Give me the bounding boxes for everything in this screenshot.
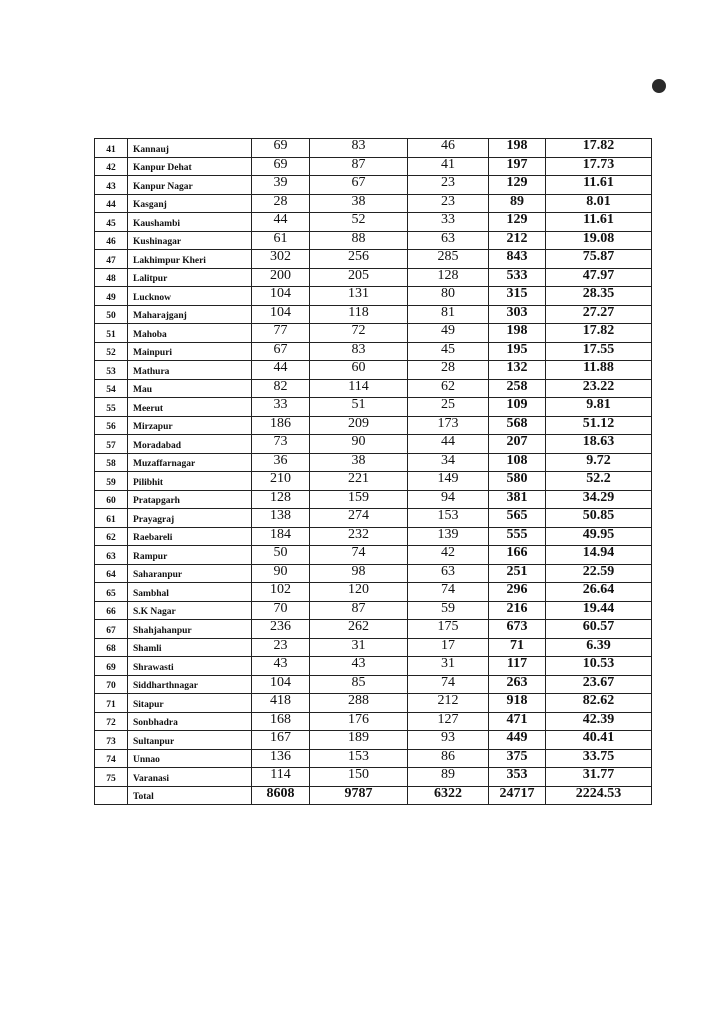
serial-cell: 73: [95, 731, 128, 750]
col-a-cell: 236: [252, 620, 310, 639]
table-row: [95, 472, 652, 491]
row-total-cell: 580: [489, 472, 546, 491]
table-row: [95, 546, 652, 565]
row-total-cell: 353: [489, 768, 546, 787]
row-total-cell: 108: [489, 453, 546, 472]
col-b-cell: 98: [310, 564, 408, 583]
pct-cell: 23.22: [546, 379, 652, 398]
col-b-cell: 256: [310, 250, 408, 269]
district-cell: Raebareli: [128, 527, 252, 546]
col-a-cell: 184: [252, 527, 310, 546]
district-cell: Mau: [128, 379, 252, 398]
col-b-cell: 38: [310, 453, 408, 472]
col-b-cell: 150: [310, 768, 408, 787]
table-row: [95, 176, 652, 195]
pct-cell: 52.2: [546, 472, 652, 491]
pct-cell: 11.61: [546, 176, 652, 195]
col-b-cell: 189: [310, 731, 408, 750]
col-a-cell: 23: [252, 638, 310, 657]
col-c-cell: 17: [408, 638, 489, 657]
row-total-cell: 381: [489, 490, 546, 509]
serial-cell: 42: [95, 157, 128, 176]
serial-cell: 51: [95, 324, 128, 343]
col-b-cell: 114: [310, 379, 408, 398]
district-cell: Shrawasti: [128, 657, 252, 676]
col-a-cell: 69: [252, 157, 310, 176]
col-b-cell: 72: [310, 324, 408, 343]
col-c-cell: 86: [408, 749, 489, 768]
table-row: [95, 157, 652, 176]
table-row: [95, 435, 652, 454]
row-total-cell: 129: [489, 176, 546, 195]
district-cell: Shamli: [128, 638, 252, 657]
col-c-cell: 175: [408, 620, 489, 639]
table-row: [95, 231, 652, 250]
district-cell: Shahjahanpur: [128, 620, 252, 639]
district-cell: Kanpur Dehat: [128, 157, 252, 176]
pct-cell: 18.63: [546, 435, 652, 454]
table-row: [95, 749, 652, 768]
col-a-cell: 167: [252, 731, 310, 750]
col-b-cell: 159: [310, 490, 408, 509]
pct-cell: 10.53: [546, 657, 652, 676]
pct-cell: 42.39: [546, 712, 652, 731]
col-b-cell: 83: [310, 342, 408, 361]
col-a-cell: 200: [252, 268, 310, 287]
col-b-cell: 52: [310, 213, 408, 232]
total-col-b-cell: 9787: [310, 786, 408, 805]
serial-cell: 61: [95, 509, 128, 528]
pct-cell: 26.64: [546, 583, 652, 602]
district-cell: Lakhimpur Kheri: [128, 250, 252, 269]
col-c-cell: 34: [408, 453, 489, 472]
col-c-cell: 89: [408, 768, 489, 787]
col-c-cell: 63: [408, 231, 489, 250]
serial-cell: 65: [95, 583, 128, 602]
col-a-cell: 136: [252, 749, 310, 768]
row-total-cell: 471: [489, 712, 546, 731]
row-total-cell: 166: [489, 546, 546, 565]
serial-cell: 59: [95, 472, 128, 491]
serial-cell: 64: [95, 564, 128, 583]
punch-hole-mark: [652, 79, 666, 93]
table-row: [95, 583, 652, 602]
district-cell: Kasganj: [128, 194, 252, 213]
col-c-cell: 23: [408, 194, 489, 213]
serial-cell: 67: [95, 620, 128, 639]
col-b-cell: 85: [310, 675, 408, 694]
serial-cell: 60: [95, 490, 128, 509]
district-cell: Siddharthnagar: [128, 675, 252, 694]
col-c-cell: 42: [408, 546, 489, 565]
district-cell: Kannauj: [128, 139, 252, 158]
col-a-cell: 186: [252, 416, 310, 435]
district-cell: Rampur: [128, 546, 252, 565]
district-cell: Prayagraj: [128, 509, 252, 528]
col-c-cell: 153: [408, 509, 489, 528]
col-c-cell: 81: [408, 305, 489, 324]
row-total-cell: 673: [489, 620, 546, 639]
pct-cell: 14.94: [546, 546, 652, 565]
row-total-cell: 109: [489, 398, 546, 417]
table-row: [95, 768, 652, 787]
pct-cell: 6.39: [546, 638, 652, 657]
row-total-cell: 89: [489, 194, 546, 213]
row-total-cell: 568: [489, 416, 546, 435]
col-a-cell: 67: [252, 342, 310, 361]
row-total-cell: 129: [489, 213, 546, 232]
col-b-cell: 205: [310, 268, 408, 287]
district-cell: Sonbhadra: [128, 712, 252, 731]
row-total-cell: 303: [489, 305, 546, 324]
table-row: [95, 342, 652, 361]
serial-cell: 75: [95, 768, 128, 787]
pct-cell: 33.75: [546, 749, 652, 768]
row-total-cell: 216: [489, 601, 546, 620]
col-c-cell: 173: [408, 416, 489, 435]
district-cell: S.K Nagar: [128, 601, 252, 620]
total-serial-cell: [95, 786, 128, 805]
district-cell: Kaushambi: [128, 213, 252, 232]
col-b-cell: 262: [310, 620, 408, 639]
row-total-cell: 258: [489, 379, 546, 398]
col-b-cell: 274: [310, 509, 408, 528]
row-total-cell: 71: [489, 638, 546, 657]
district-cell: Mainpuri: [128, 342, 252, 361]
serial-cell: 53: [95, 361, 128, 380]
row-total-cell: 565: [489, 509, 546, 528]
col-c-cell: 127: [408, 712, 489, 731]
serial-cell: 68: [95, 638, 128, 657]
pct-cell: 50.85: [546, 509, 652, 528]
col-b-cell: 90: [310, 435, 408, 454]
col-b-cell: 87: [310, 601, 408, 620]
district-cell: Pratapgarh: [128, 490, 252, 509]
serial-cell: 74: [95, 749, 128, 768]
col-b-cell: 88: [310, 231, 408, 250]
col-b-cell: 176: [310, 712, 408, 731]
col-a-cell: 61: [252, 231, 310, 250]
col-a-cell: 90: [252, 564, 310, 583]
serial-cell: 43: [95, 176, 128, 195]
col-c-cell: 74: [408, 583, 489, 602]
col-a-cell: 73: [252, 435, 310, 454]
row-total-cell: 843: [489, 250, 546, 269]
col-a-cell: 69: [252, 139, 310, 158]
col-c-cell: 93: [408, 731, 489, 750]
row-total-cell: 375: [489, 749, 546, 768]
pct-cell: 28.35: [546, 287, 652, 306]
col-b-cell: 74: [310, 546, 408, 565]
row-total-cell: 315: [489, 287, 546, 306]
col-c-cell: 128: [408, 268, 489, 287]
col-c-cell: 44: [408, 435, 489, 454]
row-total-cell: 198: [489, 324, 546, 343]
pct-cell: 17.82: [546, 324, 652, 343]
serial-cell: 52: [95, 342, 128, 361]
col-a-cell: 104: [252, 287, 310, 306]
col-a-cell: 43: [252, 657, 310, 676]
district-cell: Kushinagar: [128, 231, 252, 250]
serial-cell: 66: [95, 601, 128, 620]
col-a-cell: 77: [252, 324, 310, 343]
col-a-cell: 33: [252, 398, 310, 417]
table-row: [95, 694, 652, 713]
total-col-c-cell: 6322: [408, 786, 489, 805]
row-total-cell: 212: [489, 231, 546, 250]
serial-cell: 41: [95, 139, 128, 158]
col-b-cell: 118: [310, 305, 408, 324]
col-c-cell: 139: [408, 527, 489, 546]
col-a-cell: 138: [252, 509, 310, 528]
col-b-cell: 120: [310, 583, 408, 602]
serial-cell: 57: [95, 435, 128, 454]
serial-cell: 54: [95, 379, 128, 398]
col-b-cell: 87: [310, 157, 408, 176]
pct-cell: 17.73: [546, 157, 652, 176]
col-c-cell: 33: [408, 213, 489, 232]
row-total-cell: 251: [489, 564, 546, 583]
pct-cell: 19.44: [546, 601, 652, 620]
col-c-cell: 45: [408, 342, 489, 361]
pct-cell: 22.59: [546, 564, 652, 583]
col-b-cell: 60: [310, 361, 408, 380]
total-label-cell: Total: [128, 786, 252, 805]
col-c-cell: 28: [408, 361, 489, 380]
col-c-cell: 212: [408, 694, 489, 713]
pct-cell: 11.88: [546, 361, 652, 380]
district-cell: Unnao: [128, 749, 252, 768]
col-c-cell: 41: [408, 157, 489, 176]
district-cell: Sambhal: [128, 583, 252, 602]
col-c-cell: 31: [408, 657, 489, 676]
table-row: [95, 564, 652, 583]
row-total-cell: 197: [489, 157, 546, 176]
serial-cell: 63: [95, 546, 128, 565]
col-b-cell: 288: [310, 694, 408, 713]
pct-cell: 17.55: [546, 342, 652, 361]
table-row: [95, 675, 652, 694]
col-a-cell: 128: [252, 490, 310, 509]
district-cell: Lucknow: [128, 287, 252, 306]
col-a-cell: 28: [252, 194, 310, 213]
row-total-cell: 296: [489, 583, 546, 602]
pct-cell: 31.77: [546, 768, 652, 787]
table-row: [95, 305, 652, 324]
pct-cell: 11.61: [546, 213, 652, 232]
col-c-cell: 59: [408, 601, 489, 620]
table-row: [95, 398, 652, 417]
serial-cell: 56: [95, 416, 128, 435]
district-cell: Mahoba: [128, 324, 252, 343]
col-c-cell: 46: [408, 139, 489, 158]
col-a-cell: 36: [252, 453, 310, 472]
serial-cell: 48: [95, 268, 128, 287]
serial-cell: 45: [95, 213, 128, 232]
serial-cell: 47: [95, 250, 128, 269]
table-row: [95, 268, 652, 287]
table-row: [95, 213, 652, 232]
pct-cell: 47.97: [546, 268, 652, 287]
col-c-cell: 80: [408, 287, 489, 306]
col-b-cell: 51: [310, 398, 408, 417]
col-a-cell: 102: [252, 583, 310, 602]
table-row: [95, 657, 652, 676]
table-row: [95, 287, 652, 306]
col-b-cell: 83: [310, 139, 408, 158]
pct-cell: 17.82: [546, 139, 652, 158]
district-cell: Varanasi: [128, 768, 252, 787]
serial-cell: 58: [95, 453, 128, 472]
table-row: [95, 731, 652, 750]
serial-cell: 70: [95, 675, 128, 694]
col-a-cell: 44: [252, 213, 310, 232]
district-cell: Mirzapur: [128, 416, 252, 435]
district-cell: Sitapur: [128, 694, 252, 713]
row-total-cell: 533: [489, 268, 546, 287]
serial-cell: 62: [95, 527, 128, 546]
serial-cell: 71: [95, 694, 128, 713]
pct-cell: 40.41: [546, 731, 652, 750]
col-a-cell: 104: [252, 675, 310, 694]
row-total-cell: 198: [489, 139, 546, 158]
col-a-cell: 70: [252, 601, 310, 620]
col-c-cell: 49: [408, 324, 489, 343]
table-row: [95, 601, 652, 620]
table-row: [95, 416, 652, 435]
pct-cell: 23.67: [546, 675, 652, 694]
district-cell: Sultanpur: [128, 731, 252, 750]
total-pct-cell: 2224.53: [546, 786, 652, 805]
col-a-cell: 82: [252, 379, 310, 398]
district-cell: Moradabad: [128, 435, 252, 454]
table-row: [95, 453, 652, 472]
col-b-cell: 67: [310, 176, 408, 195]
row-total-cell: 132: [489, 361, 546, 380]
col-a-cell: 39: [252, 176, 310, 195]
table-row: [95, 638, 652, 657]
district-cell: Lalitpur: [128, 268, 252, 287]
col-c-cell: 62: [408, 379, 489, 398]
col-b-cell: 209: [310, 416, 408, 435]
col-b-cell: 232: [310, 527, 408, 546]
col-b-cell: 221: [310, 472, 408, 491]
col-a-cell: 50: [252, 546, 310, 565]
table-row: [95, 324, 652, 343]
row-total-cell: 555: [489, 527, 546, 546]
col-c-cell: 74: [408, 675, 489, 694]
row-total-cell: 263: [489, 675, 546, 694]
table-row: [95, 509, 652, 528]
col-c-cell: 285: [408, 250, 489, 269]
col-a-cell: 114: [252, 768, 310, 787]
table-row: [95, 250, 652, 269]
col-c-cell: 63: [408, 564, 489, 583]
district-cell: Kanpur Nagar: [128, 176, 252, 195]
col-a-cell: 302: [252, 250, 310, 269]
col-a-cell: 418: [252, 694, 310, 713]
district-cell: Saharanpur: [128, 564, 252, 583]
pct-cell: 27.27: [546, 305, 652, 324]
pct-cell: 51.12: [546, 416, 652, 435]
col-a-cell: 44: [252, 361, 310, 380]
pct-cell: 82.62: [546, 694, 652, 713]
row-total-cell: 195: [489, 342, 546, 361]
table-body: [95, 139, 652, 787]
table-row: [95, 527, 652, 546]
table-row: [95, 620, 652, 639]
pct-cell: 49.95: [546, 527, 652, 546]
pct-cell: 9.72: [546, 453, 652, 472]
row-total-cell: 449: [489, 731, 546, 750]
col-c-cell: 23: [408, 176, 489, 195]
serial-cell: 50: [95, 305, 128, 324]
district-cell: Muzaffarnagar: [128, 453, 252, 472]
total-row: [95, 786, 652, 805]
row-total-cell: 207: [489, 435, 546, 454]
col-c-cell: 149: [408, 472, 489, 491]
col-b-cell: 31: [310, 638, 408, 657]
serial-cell: 46: [95, 231, 128, 250]
serial-cell: 72: [95, 712, 128, 731]
serial-cell: 44: [95, 194, 128, 213]
table-row: [95, 194, 652, 213]
district-cell: Meerut: [128, 398, 252, 417]
pct-cell: 60.57: [546, 620, 652, 639]
col-b-cell: 43: [310, 657, 408, 676]
pct-cell: 34.29: [546, 490, 652, 509]
pct-cell: 19.08: [546, 231, 652, 250]
col-b-cell: 38: [310, 194, 408, 213]
col-a-cell: 210: [252, 472, 310, 491]
district-cell: Pilibhit: [128, 472, 252, 491]
total-col-a-cell: 8608: [252, 786, 310, 805]
col-a-cell: 104: [252, 305, 310, 324]
district-data-table: [94, 138, 652, 805]
table-row: [95, 712, 652, 731]
district-cell: Maharajganj: [128, 305, 252, 324]
pct-cell: 75.87: [546, 250, 652, 269]
col-c-cell: 94: [408, 490, 489, 509]
col-c-cell: 25: [408, 398, 489, 417]
col-b-cell: 153: [310, 749, 408, 768]
pct-cell: 9.81: [546, 398, 652, 417]
serial-cell: 69: [95, 657, 128, 676]
serial-cell: 49: [95, 287, 128, 306]
total-sum-cell: 24717: [489, 786, 546, 805]
row-total-cell: 918: [489, 694, 546, 713]
table-row: [95, 139, 652, 158]
row-total-cell: 117: [489, 657, 546, 676]
col-a-cell: 168: [252, 712, 310, 731]
table-row: [95, 361, 652, 380]
table-row: [95, 490, 652, 509]
col-b-cell: 131: [310, 287, 408, 306]
district-cell: Mathura: [128, 361, 252, 380]
pct-cell: 8.01: [546, 194, 652, 213]
serial-cell: 55: [95, 398, 128, 417]
table-row: [95, 379, 652, 398]
